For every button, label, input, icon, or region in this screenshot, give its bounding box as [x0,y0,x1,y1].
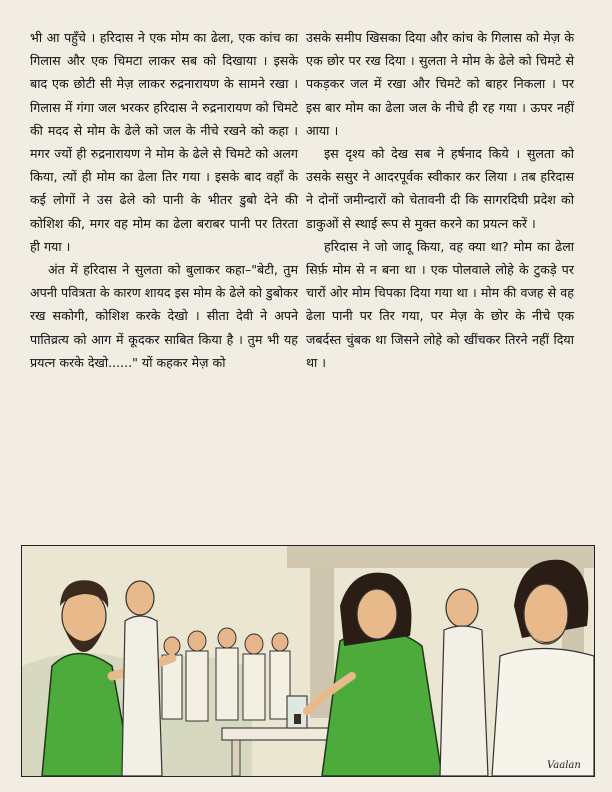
right-text-column [306,26,574,374]
story-illustration [21,545,595,777]
right-paragraph-2: इस दृश्य को देख सब ने हर्षनाद किये । सुलता को उसके ससुर ने आदरपूर्वक स्वीकार कर लिया । तब हरिदास ने दोनों जमीन्दारों को चेतावनी दी कि सागरदिघी प्रदेश को डाकुओं से स्थाई रूप से मुक्त करने का प्रयत्न करें । [306,146,574,231]
left-paragraph-1: भी आ पहुँचे । हरिदास ने एक मोम का ढेला, एक कांच का गिलास और एक चिमटा लाकर सब को दिखाया । इसके बाद एक छोटी सी मेज़ लाकर रुद्रनारायण के सामने रखा । गिलास में गंगा जल भरकर हरिदास ने रुद्रनारायण को चिमटे की मदद से मोम के ढेले को जल के नीचे रखने को कहा । मगर ज्यों ही रुद्रनारायण ने मोम के ढेले से चिमटे को अलग किया, त्यों ही मोम का ढेला तिर गया । इसके बाद वहाँ के कई लोगों ने उस ढेले को पानी के भीतर डुबो देने की कोशिश की, मगर वह मोम का ढेला बराबर पानी पर तिरता ही गया । [30,30,298,254]
table-leg [232,740,240,776]
right-paragraph-1: उसके समीप खिसका दिया और कांच के गिलास को मेज़ के एक छोर पर रख दिया । सुलता ने मोम के ढेले को चिमटे से पकड़कर जल में रखा और चिमटे को बाहर निकला । पर इस बार मोम का ढेला जल के नीचे ही रह गया । ऊपर नहीं आया । [306,30,574,138]
right-paragraph-3: हरिदास ने जो जादू किया, वह क्या था? मोम का ढेला सिर्फ़ मोम से न बना था । एक पोलवाले लोहे के टुकड़े पर चारों ओर मोम चिपका दिया गया था । मोम की वजह से वह ढेला पानी पर तिर गया, पर मेज़ के छोर के नीचे एक जबर्दस्त चुंबक था जिसने लोहे को खींचकर तिरने नहीं दिया था । [306,238,574,370]
wax-lump [294,714,301,724]
illustration-scene [22,546,594,776]
left-paragraph-2: अंत में हरिदास ने सुलता को बुलाकर कहा–"बेटी, तुम अपनी पवित्रता के कारण शायद इस मोम के ढेले को डुबोकर रख सकोगी, कोशिश करके देखो । सीता देवी ने अपने पातिव्रत्य को आग में कूदकर साबित किया है । तुम भी यह प्रयत्न करके देखो......" यों कहकर मेज़ को [30,262,298,370]
left-text-column [30,26,298,374]
artist-signature: Vaalan [547,760,581,771]
